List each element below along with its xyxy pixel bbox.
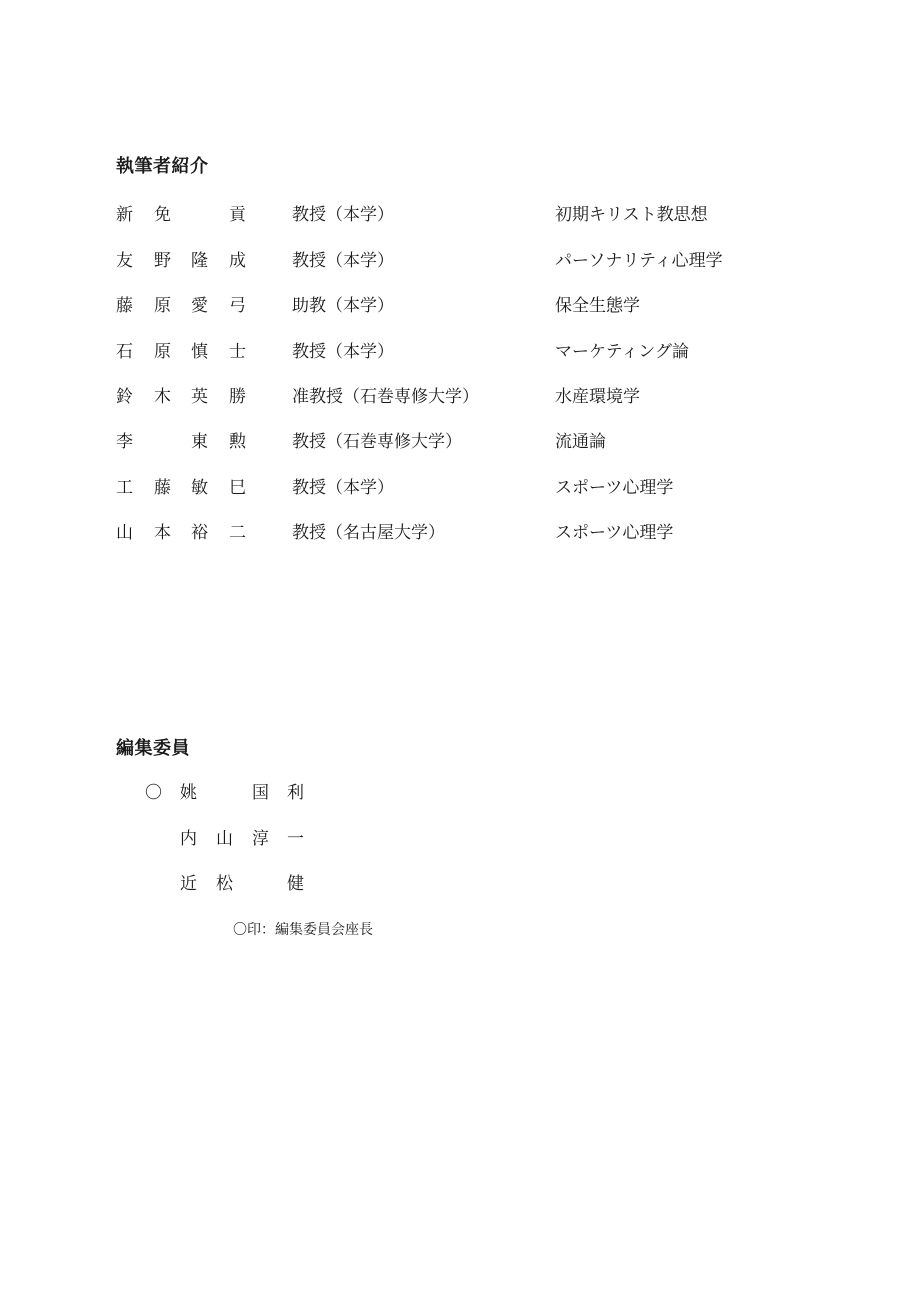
editor-name-char: 利 (287, 783, 304, 803)
author-field: スポーツ心理学 (555, 523, 674, 543)
author-name-char: 石 (116, 342, 133, 362)
author-field: マーケティング論 (555, 342, 689, 362)
author-name-char: 貢 (229, 205, 246, 225)
author-title: 教授（本学） (292, 205, 394, 225)
author-title: 准教授（石巻専修大学） (292, 387, 479, 407)
author-row (0, 340, 917, 364)
editor-row (0, 872, 917, 896)
author-name-char: 友 (116, 251, 133, 271)
editor-name-char: 国 (252, 783, 269, 803)
author-name-char: 原 (154, 342, 171, 362)
editor-name-char: 山 (216, 829, 233, 849)
author-name-char: 原 (154, 296, 171, 316)
author-name-char: 本 (154, 523, 171, 543)
chair-note: 〇印：編集委員会座長 (233, 922, 373, 938)
author-name-char: 免 (154, 205, 171, 225)
editor-row (0, 781, 917, 805)
author-name-char: 木 (154, 387, 171, 407)
author-row (0, 294, 917, 318)
author-name-char: 鈴 (116, 387, 133, 407)
author-title: 教授（本学） (292, 342, 394, 362)
author-title: 助教（本学） (292, 296, 394, 316)
author-name-char: 藤 (116, 296, 133, 316)
author-name-char: 勝 (229, 387, 246, 407)
author-row (0, 430, 917, 454)
author-row (0, 385, 917, 409)
author-name-char: 弓 (229, 296, 246, 316)
author-title: 教授（石巻専修大学） (292, 432, 462, 452)
chair-mark-icon: 〇 (145, 783, 162, 803)
author-name-char: 藤 (154, 478, 171, 498)
author-name-char: 工 (116, 478, 133, 498)
author-name-char: 隆 (191, 251, 208, 271)
author-row (0, 249, 917, 273)
author-name-char: 士 (229, 342, 246, 362)
editor-name-char: 一 (287, 829, 304, 849)
author-field: 保全生態学 (555, 296, 640, 316)
editor-name-char: 松 (216, 874, 233, 894)
authors-heading: 執筆者紹介 (116, 156, 209, 177)
author-name-char: 巳 (229, 478, 246, 498)
author-field: パーソナリティ心理学 (555, 251, 723, 271)
editor-name-char: 内 (180, 829, 197, 849)
author-name-char: 裕 (191, 523, 208, 543)
author-field: 流通論 (555, 432, 606, 452)
editor-name-char: 健 (287, 874, 304, 894)
author-name-char: 山 (116, 523, 133, 543)
editor-name-char: 姚 (180, 783, 197, 803)
author-name-char: 東 (191, 432, 208, 452)
author-name-char: 慎 (191, 342, 208, 362)
editor-row (0, 827, 917, 851)
editor-name-char: 淳 (252, 829, 269, 849)
author-name-char: 勲 (229, 432, 246, 452)
author-title: 教授（本学） (292, 251, 394, 271)
author-name-char: 成 (229, 251, 246, 271)
author-name-char: 愛 (191, 296, 208, 316)
author-name-char: 新 (116, 205, 133, 225)
author-name-char: 二 (229, 523, 246, 543)
author-name-char: 敏 (191, 478, 208, 498)
author-field: 水産環境学 (555, 387, 640, 407)
author-name-char: 李 (116, 432, 133, 452)
author-field: 初期キリスト教思想 (555, 205, 708, 225)
author-row (0, 476, 917, 500)
author-title: 教授（本学） (292, 478, 394, 498)
author-field: スポーツ心理学 (555, 478, 674, 498)
editor-name-char: 近 (180, 874, 197, 894)
author-row (0, 203, 917, 227)
editors-heading: 編集委員 (116, 738, 190, 759)
author-title: 教授（名古屋大学） (292, 523, 445, 543)
author-row (0, 521, 917, 545)
author-name-char: 英 (191, 387, 208, 407)
author-name-char: 野 (154, 251, 171, 271)
